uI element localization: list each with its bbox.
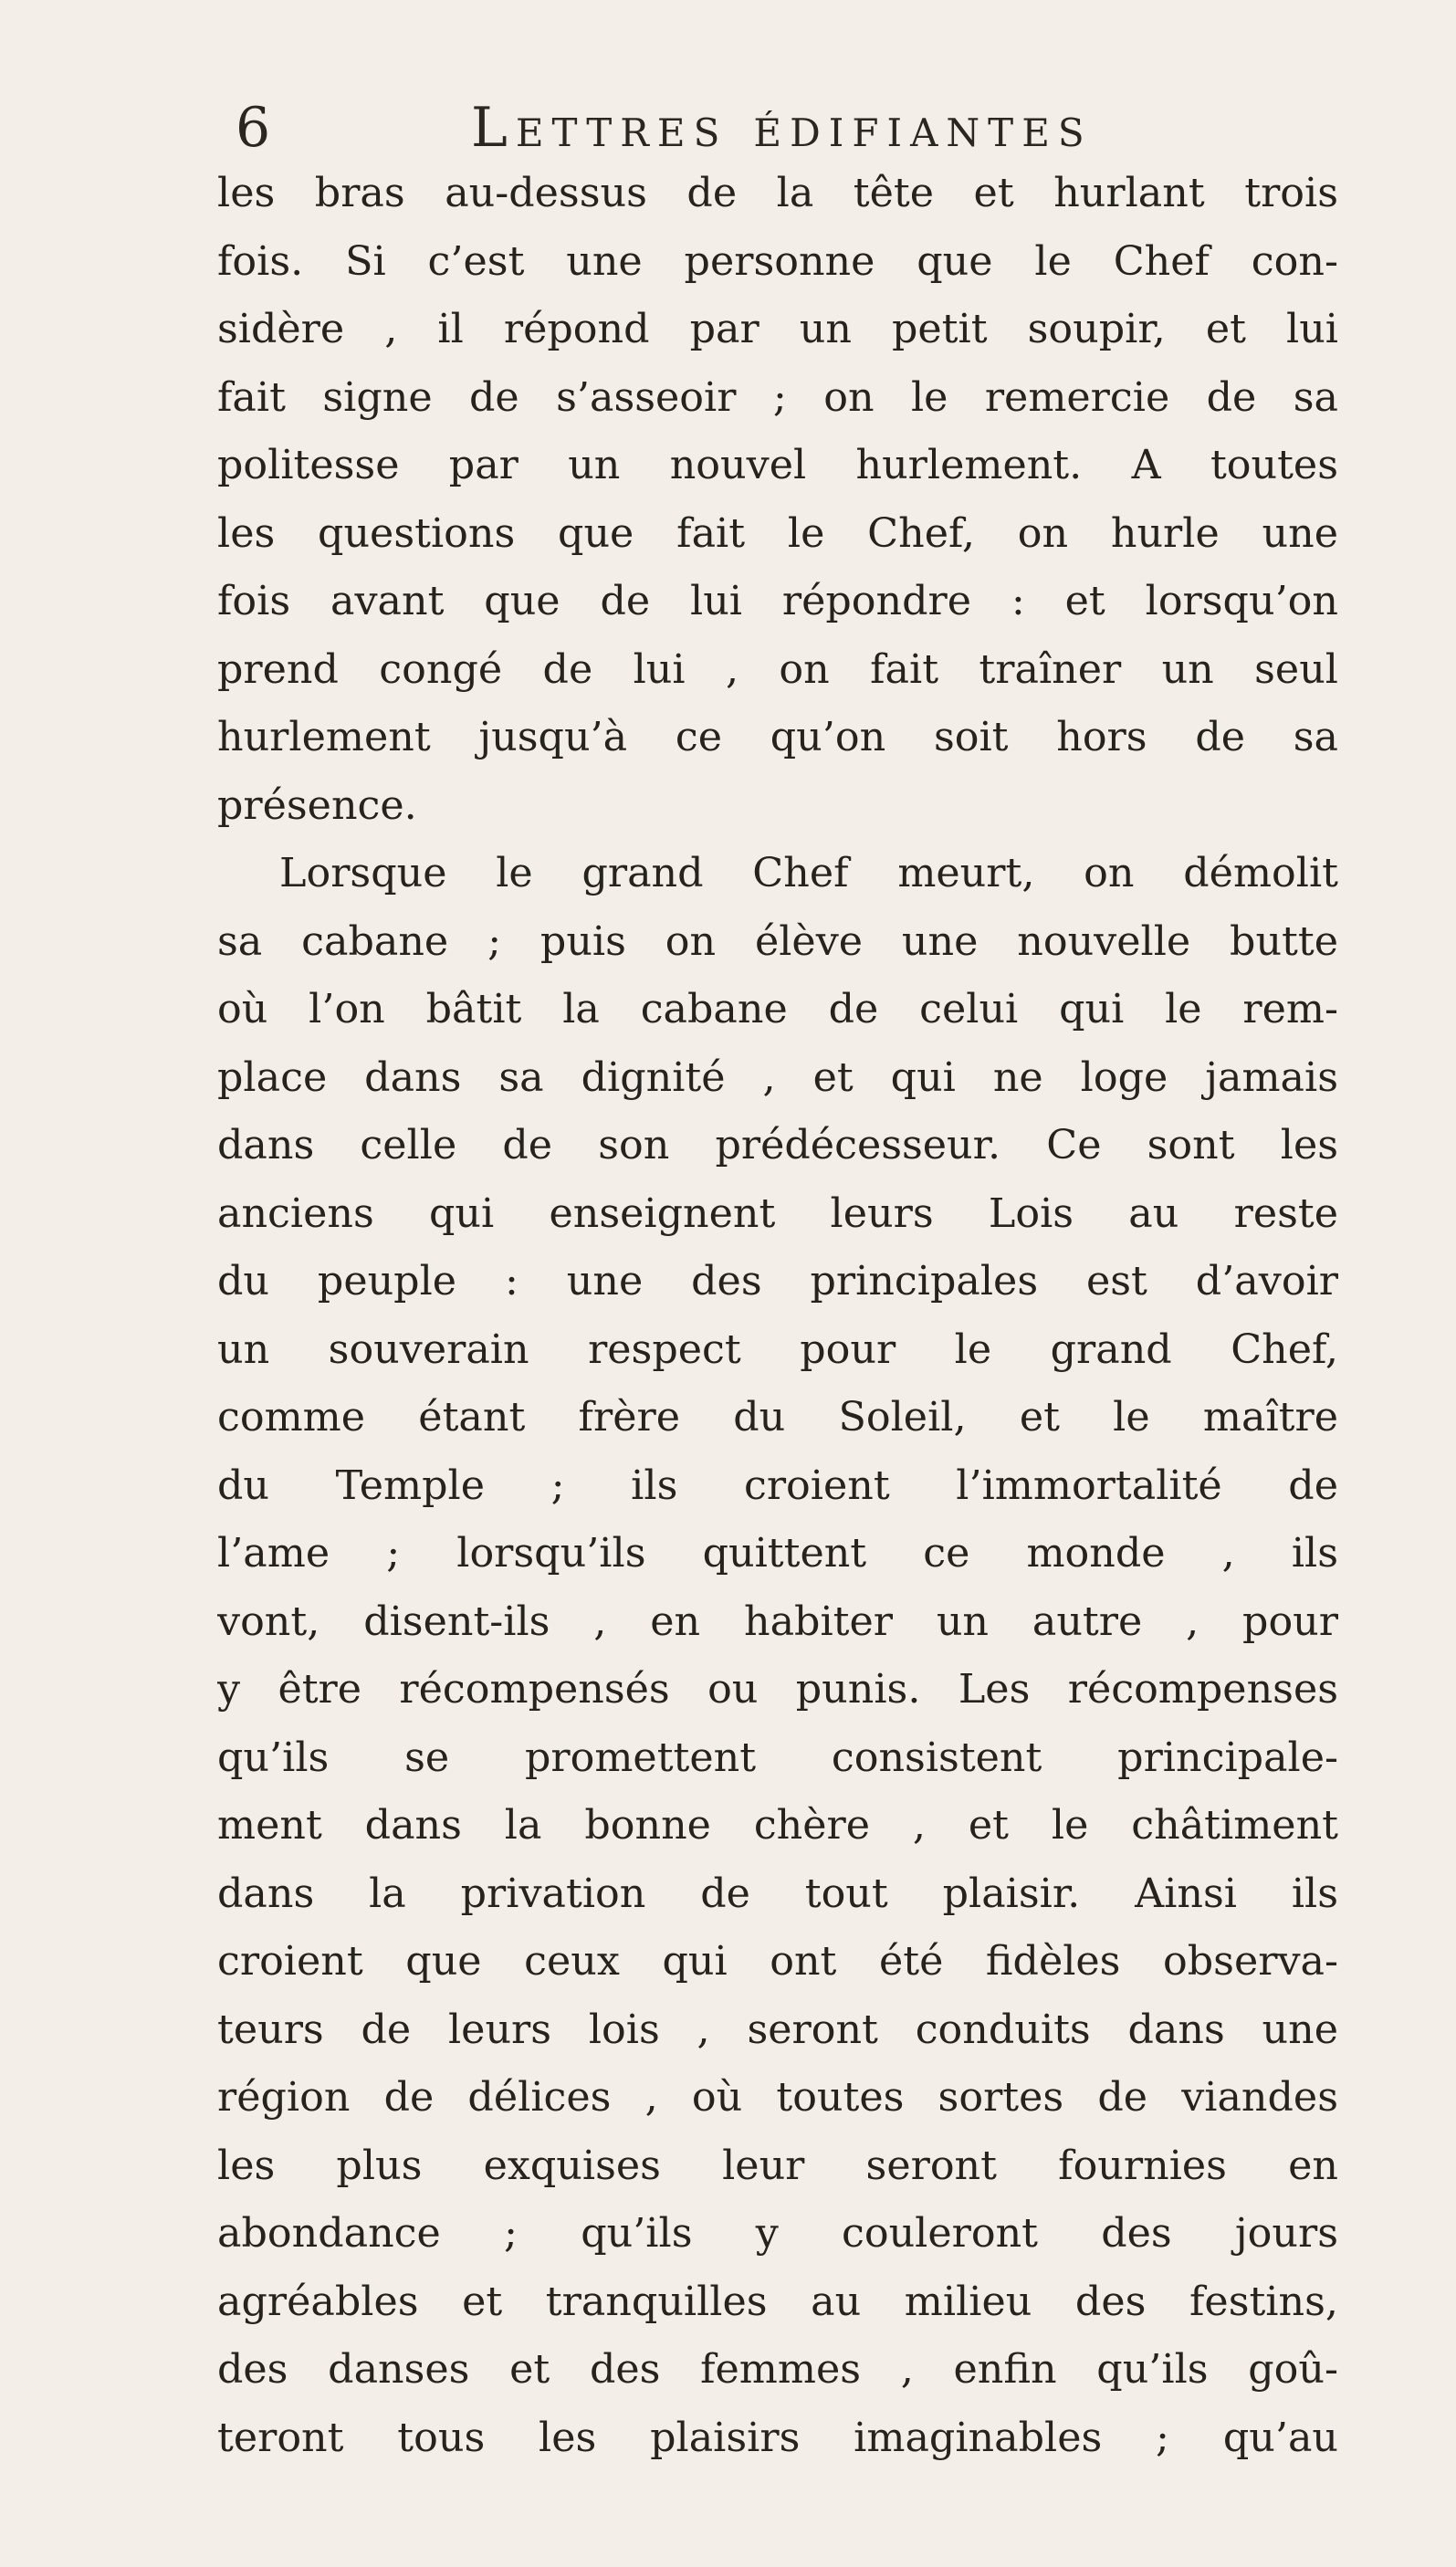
text-line: des danses et des femmes , enfin qu’ils goû-: [217, 2346, 1338, 2393]
text-line: les bras au-dessus de la tête et hurlant trois: [217, 170, 1338, 216]
text-line: y être récompensés ou punis. Les récompenses: [217, 1666, 1338, 1713]
text-line: agréables et tranquilles au milieu des festins,: [217, 2278, 1338, 2325]
text-line: abondance ; qu’ils y couleront des jours: [217, 2210, 1338, 2257]
text-line: hurlement jusqu’à ce qu’on soit hors de sa: [217, 714, 1338, 760]
text-line: ment dans la bonne chère , et le châtiment: [217, 1802, 1338, 1849]
text-line: fois. Si c’est une personne que le Chef con-: [217, 237, 1338, 285]
text-line: teront tous les plaisirs imaginables ; qu’au: [217, 2414, 1338, 2461]
text-line: un souverain respect pour le grand Chef,: [217, 1325, 1338, 1373]
text-line: fait signe de s’asseoir ; on le remercie de sa: [217, 373, 1338, 421]
text-line: l’ame ; lorsqu’ils quittent ce monde , ils: [217, 1530, 1338, 1577]
text-line: les questions que fait le Chef, on hurle une: [217, 509, 1338, 557]
text-line: dans celle de son prédécesseur. Ce sont les: [217, 1122, 1338, 1168]
text-line: fois avant que de lui répondre : et lorsqu’on: [217, 578, 1338, 624]
text-line: dans la privation de tout plaisir. Ainsi ils: [217, 1870, 1338, 1917]
text-line: où l’on bâtit la cabane de celui qui le rem-: [217, 986, 1338, 1032]
text-line: croient que ceux qui ont été fidèles observa-: [217, 1938, 1338, 1985]
text-line: qu’ils se promettent consistent principale-: [217, 1734, 1338, 1781]
running-head: [236, 87, 1331, 169]
text-line: les plus exquises leur seront fournies en: [217, 2142, 1338, 2189]
running-head-title: Lettres édifiantes: [471, 96, 1093, 160]
text-line: sidère , il répond par un petit soupir, et lui: [217, 306, 1338, 352]
body-text: [217, 160, 1338, 2472]
text-line: du Temple ; ils croient l’immortalité de: [217, 1462, 1338, 1509]
page-number: 6: [236, 96, 271, 160]
text-line: anciens qui enseignent leurs Lois au reste: [217, 1189, 1338, 1237]
paragraph-end-line: présence.: [217, 781, 417, 829]
text-line: teurs de leurs lois , seront conduits dans une: [217, 2006, 1338, 2053]
text-line: politesse par un nouvel hurlement. A toutes: [217, 442, 1338, 488]
text-line: place dans sa dignité , et qui ne loge jamais: [217, 1053, 1338, 1101]
text-line: vont, disent-ils , en habiter un autre , pour: [217, 1598, 1338, 1645]
paragraph-start-line: Lorsque le grand Chef meurt, on démolit: [279, 850, 1338, 896]
text-line: sa cabane ; puis on élève une nouvelle butte: [217, 917, 1338, 965]
text-line: prend congé de lui , on fait traîner un seul: [217, 645, 1338, 693]
text-line: du peuple : une des principales est d’avoir: [217, 1258, 1338, 1304]
text-line: région de délices , où toutes sortes de viandes: [217, 2074, 1338, 2121]
text-line: comme étant frère du Soleil, et le maître: [217, 1394, 1338, 1441]
